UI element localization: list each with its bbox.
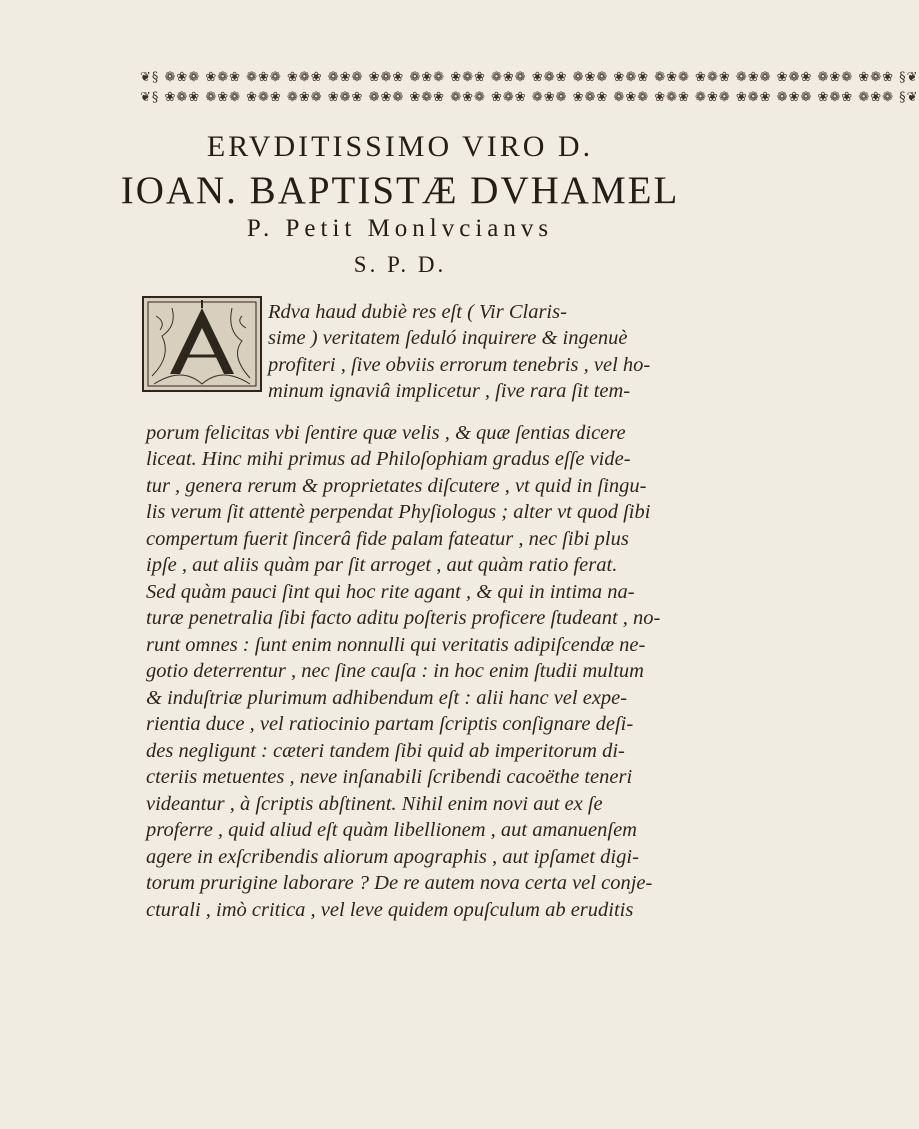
body-line: minum ignaviâ implicetur , ſive rara ſit tem- [268, 380, 631, 402]
body-line: turæ penetralia ſibi facto aditu poſteris proficere ſtudeant , no- [146, 607, 661, 629]
body-line: rientia duce , vel ratiocinio partam ſcriptis conſignare deſi- [146, 713, 634, 735]
body-line: sime ) veritatem ſeduló inquirere & ingenuè [268, 327, 628, 349]
ornament-band-bottom: ❦§ ❀❁❀ ❁❀❁ ❀❁❀ ❁❀❁ ❀❁❀ ❁❀❁ ❀❁❀ ❁❀❁ ❀❁❀ ❁❀❁ ❀❁❀ ❁❀❁ ❀❁❀ ❁❀❁ ❀❁❀ ❁❀❁ ❀❁❀ ❁❀❁ §❦ [140, 90, 919, 105]
dedicatee-name: IOAN. BAPTISTÆ DVHAMEL [120, 169, 680, 212]
body-line: proferre , quid aliud eſt quàm libellionem , aut amanuenſem [146, 819, 637, 841]
decorated-initial-r-icon [142, 296, 262, 392]
body-line: des negligunt : cæteri tandem ſibi quid ab imperitorum di- [146, 740, 625, 762]
dedication-heading-line-1: ERVDITISSIMO VIRO D. [206, 130, 594, 163]
body-line: cteriis metuentes , neve inſanabili ſcribendi cacoëthe teneri [146, 766, 633, 788]
body-line: gotio deterrentur , nec ſine cauſa : in hoc enim ſtudii multum [146, 660, 644, 682]
salutation: S. P. D. [353, 252, 447, 277]
ornament-band-top: ❦§ ❁❀❁ ❀❁❀ ❁❀❁ ❀❁❀ ❁❀❁ ❀❁❀ ❁❀❁ ❀❁❀ ❁❀❁ ❀❁❀ ❁❀❁ ❀❁❀ ❁❀❁ ❀❁❀ ❁❀❁ ❀❁❀ ❁❀❁ ❀❁❀ §❦ [140, 70, 919, 85]
body-line: & induſtriæ plurimum adhibendum eſt : alii hanc vel expe- [146, 687, 628, 709]
body-line: ipſe , aut aliis quàm par ſit arroget , aut quàm ratio ferat. [146, 554, 618, 576]
body-line: agere in exſcribendis aliorum apographis , aut ipſamet digi- [146, 846, 639, 868]
body-line: torum prurigine laborare ? De re autem nova certa vel conje- [146, 872, 653, 894]
body-line: runt omnes : ſunt enim nonnulli qui veritatis adipiſcendæ ne- [146, 634, 646, 656]
body-line: videantur , à ſcriptis abſtinent. Nihil enim novi aut ex ſe [146, 793, 603, 815]
body-line: porum felicitas vbi ſentire quæ velis , & quæ ſentias dicere [146, 422, 626, 444]
body-line: Sed quàm pauci ſint qui hoc rite agant , & qui in intima na- [146, 581, 635, 603]
body-line: Rdva haud dubiè res eſt ( Vir Claris- [268, 301, 567, 323]
body-line: tur , genera rerum & proprietates diſcutere , vt quid in ſingu- [146, 475, 647, 497]
body-line: cturali , imò critica , vel leve quidem opuſculum ab eruditis [146, 899, 634, 921]
body-line: profiteri , ſive obviis errorum tenebris , vel ho- [268, 354, 651, 376]
author-name: P. Petit Monlvcianvs [246, 215, 554, 242]
body-line: liceat. Hinc mihi primus ad Philoſophiam gradus eſſe vide- [146, 448, 631, 470]
body-line: compertum fuerit ſincerâ fide palam fateatur , nec ſibi plus [146, 528, 629, 550]
body-line: lis verum ſit attentè perpendat Phyſiologus ; alter vt quod ſibi [146, 501, 651, 523]
